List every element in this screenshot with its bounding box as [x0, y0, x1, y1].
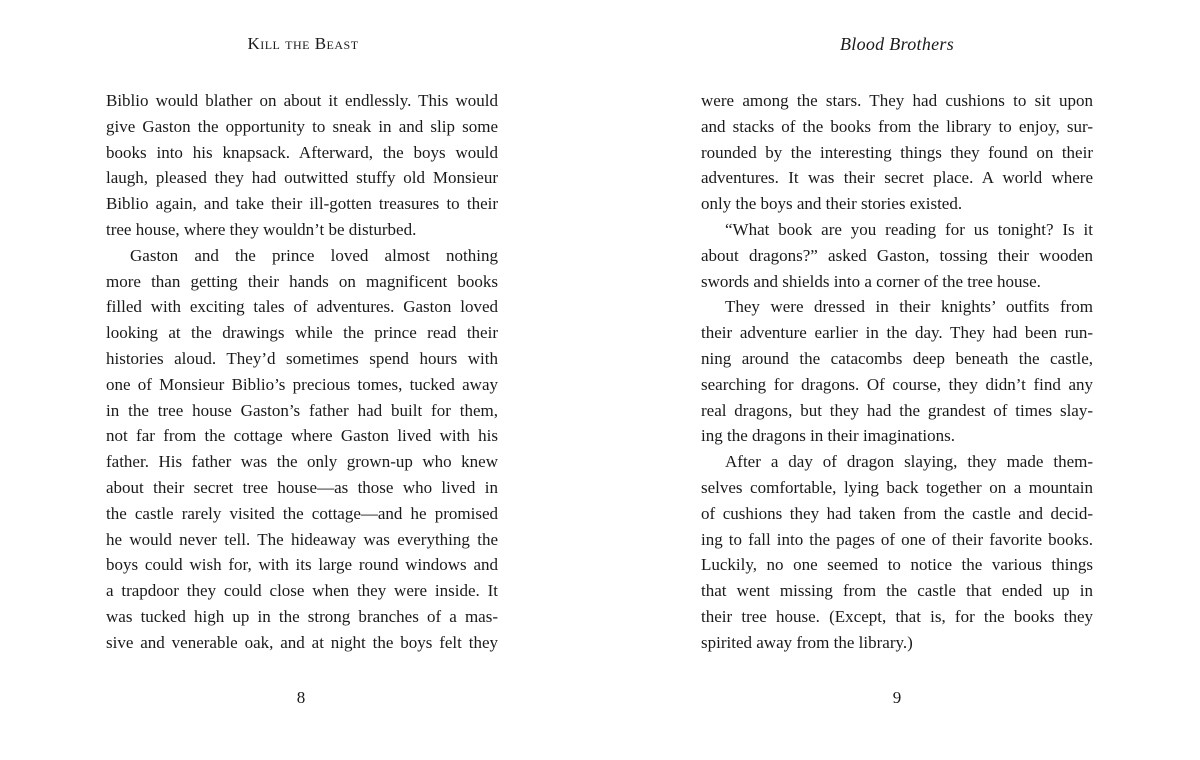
text-line: was tucked high up in the strong branches of a mas- — [106, 606, 498, 626]
right-page — [600, 0, 1200, 760]
text-line: not far from the cottage where Gaston lived with his — [106, 426, 498, 446]
text-line: that went missing from the castle that ended up in — [701, 581, 1093, 601]
text-line: the castle rarely visited the cottage—and he promised — [106, 503, 498, 523]
text-line: only the boys and their stories existed. — [701, 194, 963, 214]
text-line: selves comfortable, lying back together on a mountain — [701, 477, 1093, 497]
text-line: searching for dragons. Of course, they didn’t find any — [701, 374, 1093, 394]
right-body-text — [701, 88, 1093, 656]
text-line: adventures. It was their secret place. A world where — [701, 168, 1093, 188]
left-body-text — [106, 88, 498, 656]
text-line: in the tree house Gaston’s father had built for them, — [106, 400, 498, 420]
text-line: their tree house. (Except, that is, for the books they — [701, 606, 1093, 626]
text-line: “What book are you reading for us tonight? Is it — [725, 219, 1093, 239]
text-line: Gaston and the prince loved almost nothing — [130, 245, 498, 265]
text-line: and stacks of the books from the library to enjoy, sur- — [701, 116, 1093, 136]
text-line: were among the stars. They had cushions to sit upon — [701, 91, 1093, 110]
right-running-head: Blood Brothers — [839, 34, 955, 54]
text-line: more than getting their hands on magnificent books — [106, 271, 498, 291]
text-line: Biblio again, and take their ill-gotten treasures to their — [106, 194, 498, 214]
text-line: laugh, pleased they had outwitted stuffy old Monsieur — [106, 168, 498, 188]
text-line: ing the dragons in their imaginations. — [701, 426, 956, 446]
text-line: Biblio would blather on about it endlessly. This would — [106, 91, 498, 110]
text-line: They were dressed in their knights’ outfits from — [725, 297, 1093, 317]
text-line: about their secret tree house—as those who lived in — [106, 477, 498, 497]
text-line: sive and venerable oak, and at night the boys felt they — [106, 632, 498, 652]
left-page-number: 8 — [296, 688, 306, 707]
left-running-head: Kill the Beast — [247, 34, 359, 53]
text-line: After a day of dragon slaying, they made them- — [725, 452, 1093, 472]
text-line: looking at the drawings while the prince read their — [106, 323, 498, 343]
text-line: rounded by the interesting things they found on their — [701, 142, 1093, 162]
text-line: one of Monsieur Biblio’s precious tomes, tucked away — [106, 374, 498, 394]
text-line: ing to fall into the pages of one of their favorite books. — [701, 529, 1093, 549]
text-line: father. His father was the only grown-up who knew — [106, 452, 498, 472]
text-line: of cushions they had taken from the castle and decid- — [701, 503, 1093, 523]
text-line: give Gaston the opportunity to sneak in and slip some — [106, 116, 498, 136]
text-line: histories aloud. They’d sometimes spend hours with — [106, 348, 498, 368]
text-line: their adventure earlier in the day. They had been run- — [701, 323, 1093, 343]
text-line: books into his knapsack. Afterward, the boys would — [106, 142, 498, 162]
text-line: about dragons?” asked Gaston, tossing their wooden — [701, 245, 1093, 265]
text-line: swords and shields into a corner of the tree house. — [701, 271, 1041, 291]
text-line: real dragons, but they had the grandest of times slay- — [701, 400, 1093, 420]
text-line: tree house, where they wouldn’t be disturbed. — [106, 219, 417, 239]
text-line: a trapdoor they could close when they were inside. It — [106, 581, 498, 601]
text-line: he would never tell. The hideaway was everything the — [106, 529, 498, 549]
text-line: ning around the catacombs deep beneath the castle, — [701, 348, 1093, 368]
text-line: boys could wish for, with its large round windows and — [106, 555, 498, 575]
text-line: spirited away from the library.) — [701, 632, 913, 652]
text-line: Luckily, no one seemed to notice the various things — [701, 555, 1093, 575]
text-line: filled with exciting tales of adventures. Gaston loved — [106, 297, 498, 317]
right-page-number: 9 — [892, 688, 902, 707]
